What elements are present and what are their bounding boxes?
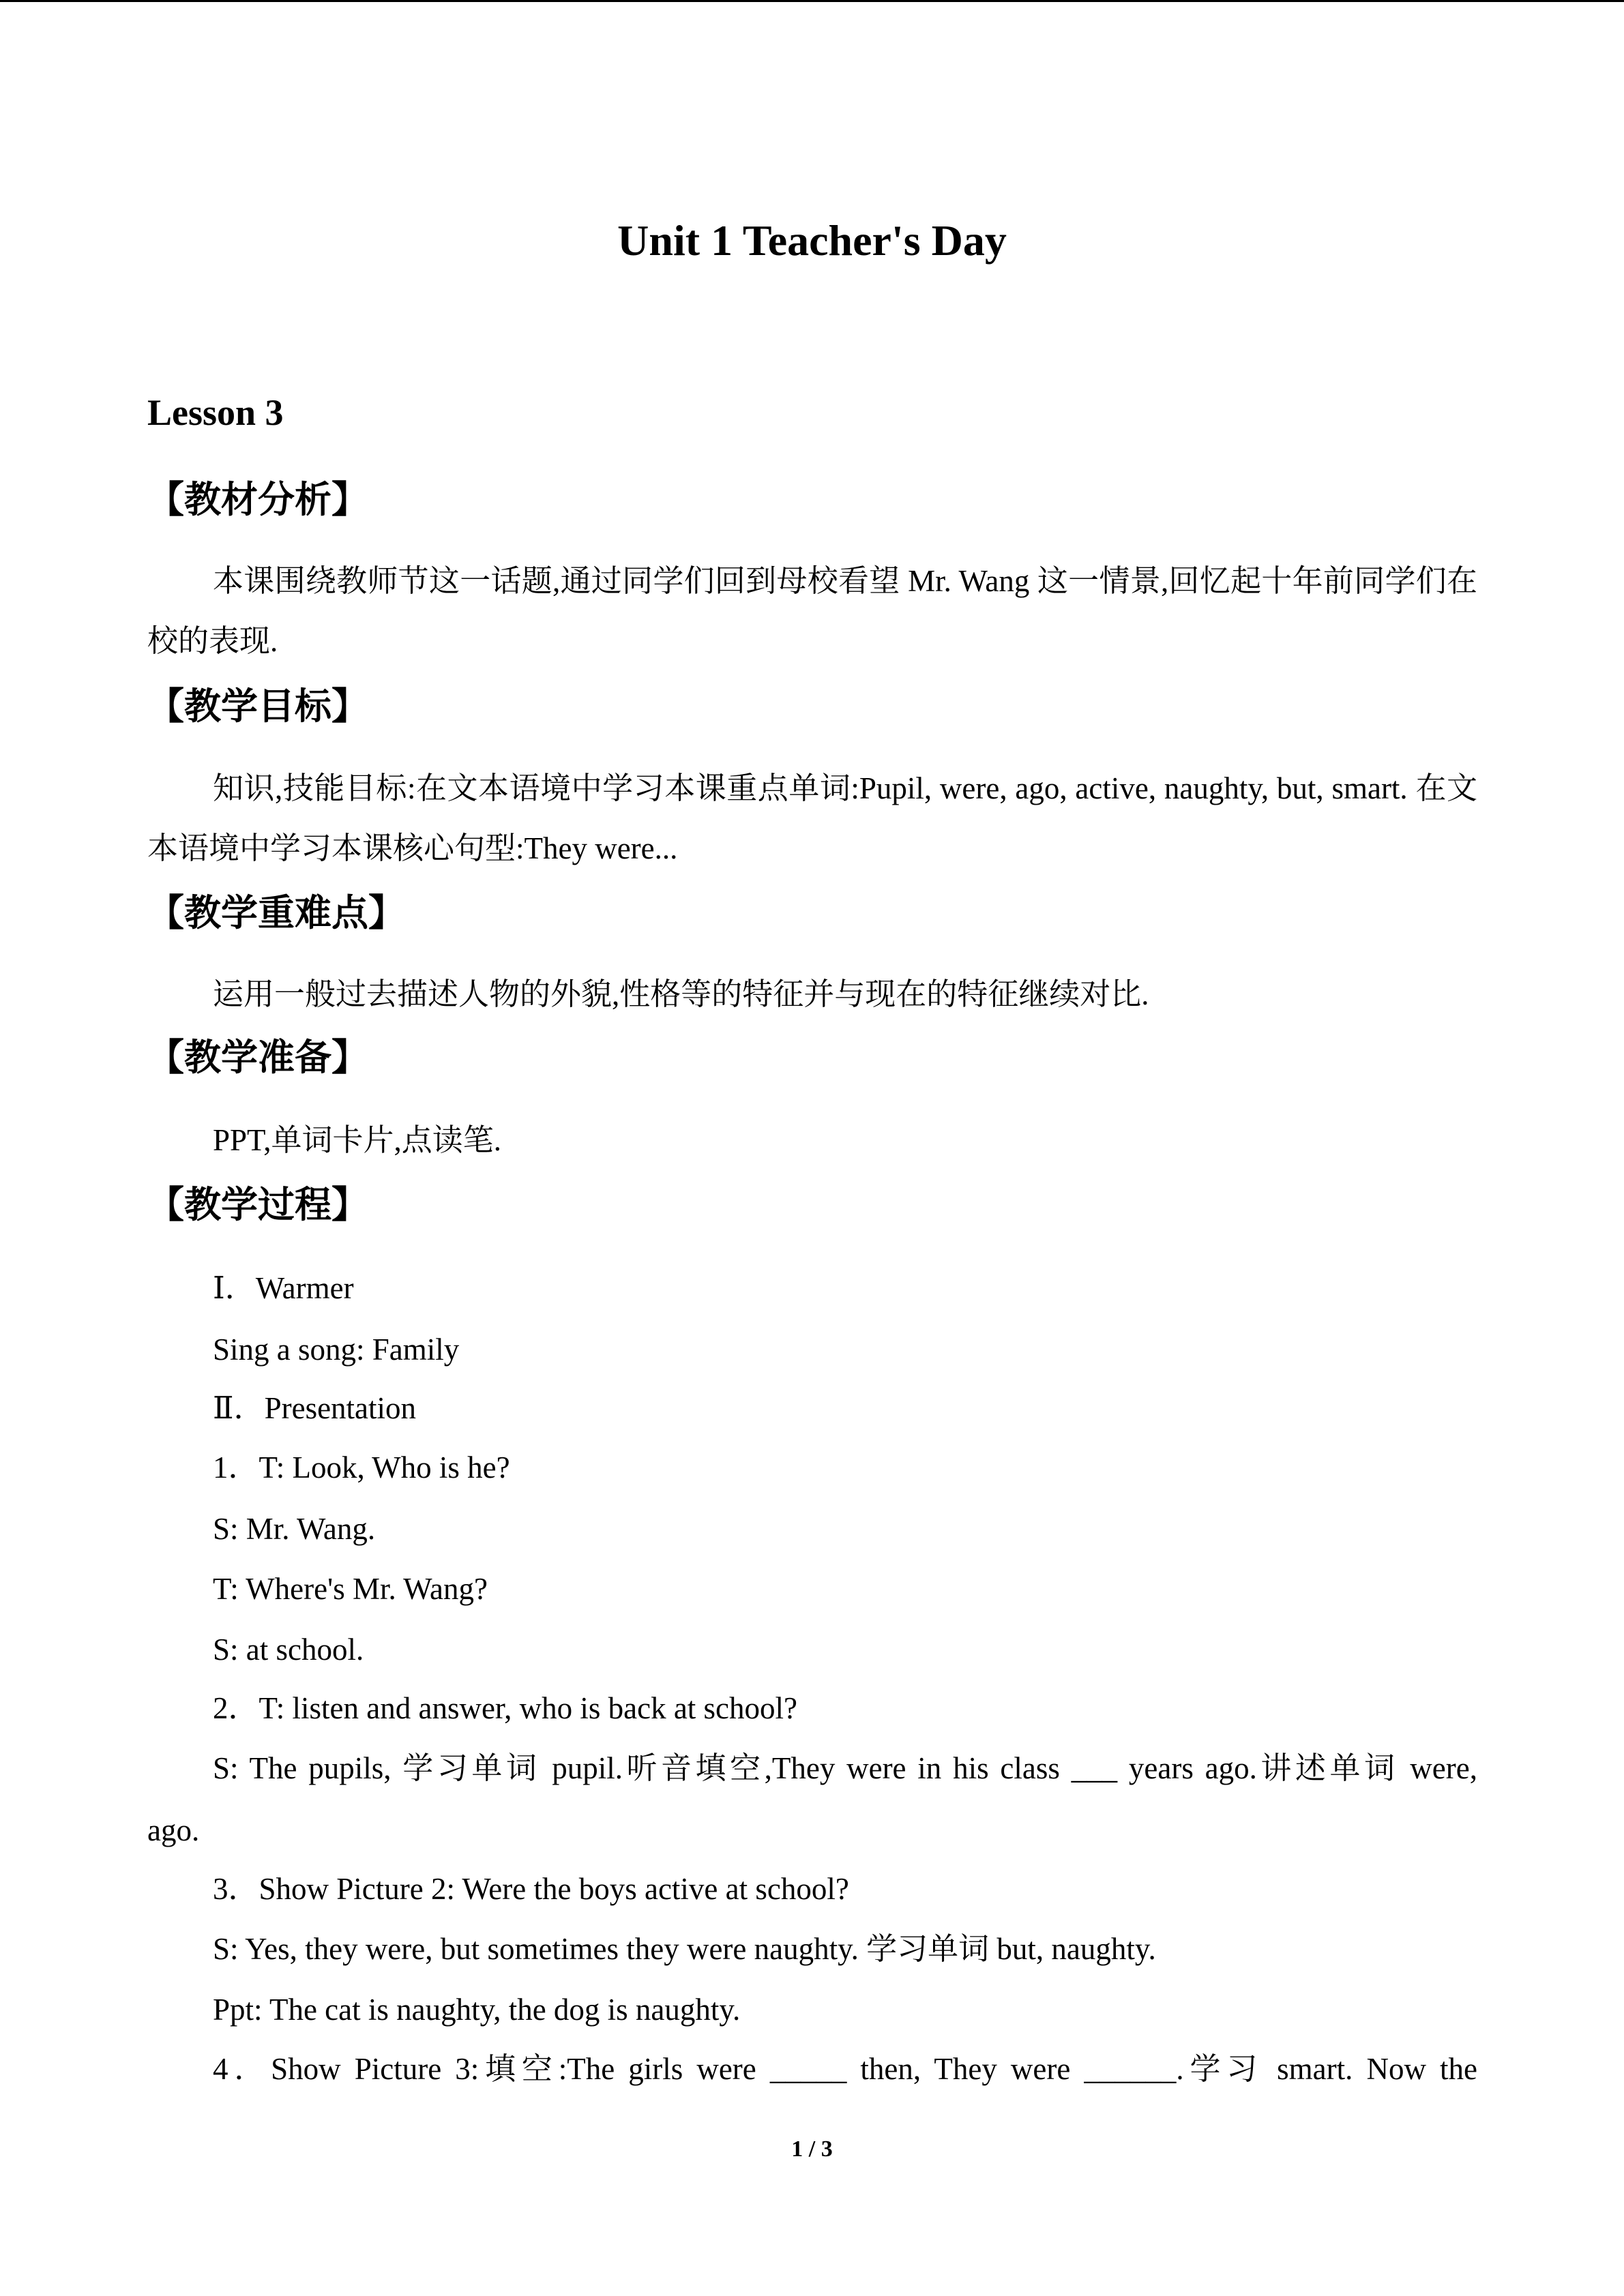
process-line: S: Mr. Wang. — [213, 1512, 376, 1546]
lesson-heading: Lesson 3 — [147, 392, 284, 433]
process-line: 1．T: Look, Who is he? — [213, 1450, 510, 1485]
section-heading-analysis: 【教材分析】 — [147, 479, 368, 520]
process-line: T: Where's Mr. Wang? — [213, 1572, 488, 1606]
process-line: Sing a song: Family — [213, 1332, 460, 1367]
process-line: Ppt: The cat is naughty, the dog is naughty. — [213, 1993, 741, 2027]
preparation-paragraph: PPT,单词卡片,点读笔. — [213, 1123, 501, 1157]
key-points-paragraph: 运用一般过去描述人物的外貌,性格等的特征并与现在的特征继续对比. — [213, 977, 1149, 1011]
analysis-paragraph: 本课围绕教师节这一话题,通过同学们回到母校看望 Mr. Wang 这一情景,回忆起十年前同学们在校的表现. — [147, 564, 1477, 658]
process-line-continuation: ago. — [147, 1813, 200, 1847]
process-line: 2．T: listen and answer, who is back at school? — [213, 1691, 797, 1725]
section-heading-objectives: 【教学目标】 — [147, 686, 368, 727]
process-line: 4．Show Picture 3:填空:The girls were _____ then, They were ______.学习 smart. Now the — [213, 2052, 1477, 2086]
section-heading-key-points: 【教学重难点】 — [147, 893, 405, 934]
process-line: S: at school. — [213, 1632, 364, 1667]
process-line: Ⅱ．Presentation — [213, 1391, 417, 1425]
section-heading-preparation: 【教学准备】 — [147, 1037, 368, 1078]
process-line: 3．Show Picture 2: Were the boys active at school? — [213, 1872, 849, 1906]
process-line: Ⅰ．Warmer — [213, 1271, 354, 1305]
page-indicator: 1 / 3 — [791, 2136, 833, 2162]
section-heading-process: 【教学过程】 — [147, 1184, 368, 1225]
top-border-line — [0, 0, 1624, 2]
process-line: S: Yes, they were, but sometimes they were naughty. 学习单词 but, naughty. — [213, 1932, 1156, 1966]
objectives-paragraph: 知识,技能目标:在文本语境中学习本课重点单词:Pupil, were, ago, active, naughty, but, smart. 在文本语境中学习本课核心句型:They were... — [147, 771, 1477, 865]
page-title: Unit 1 Teacher's Day — [617, 216, 1007, 265]
process-line: S: The pupils, 学习单词 pupil.听音填空,They were in his class ___ years ago.讲述单词 were, — [213, 1751, 1477, 1785]
